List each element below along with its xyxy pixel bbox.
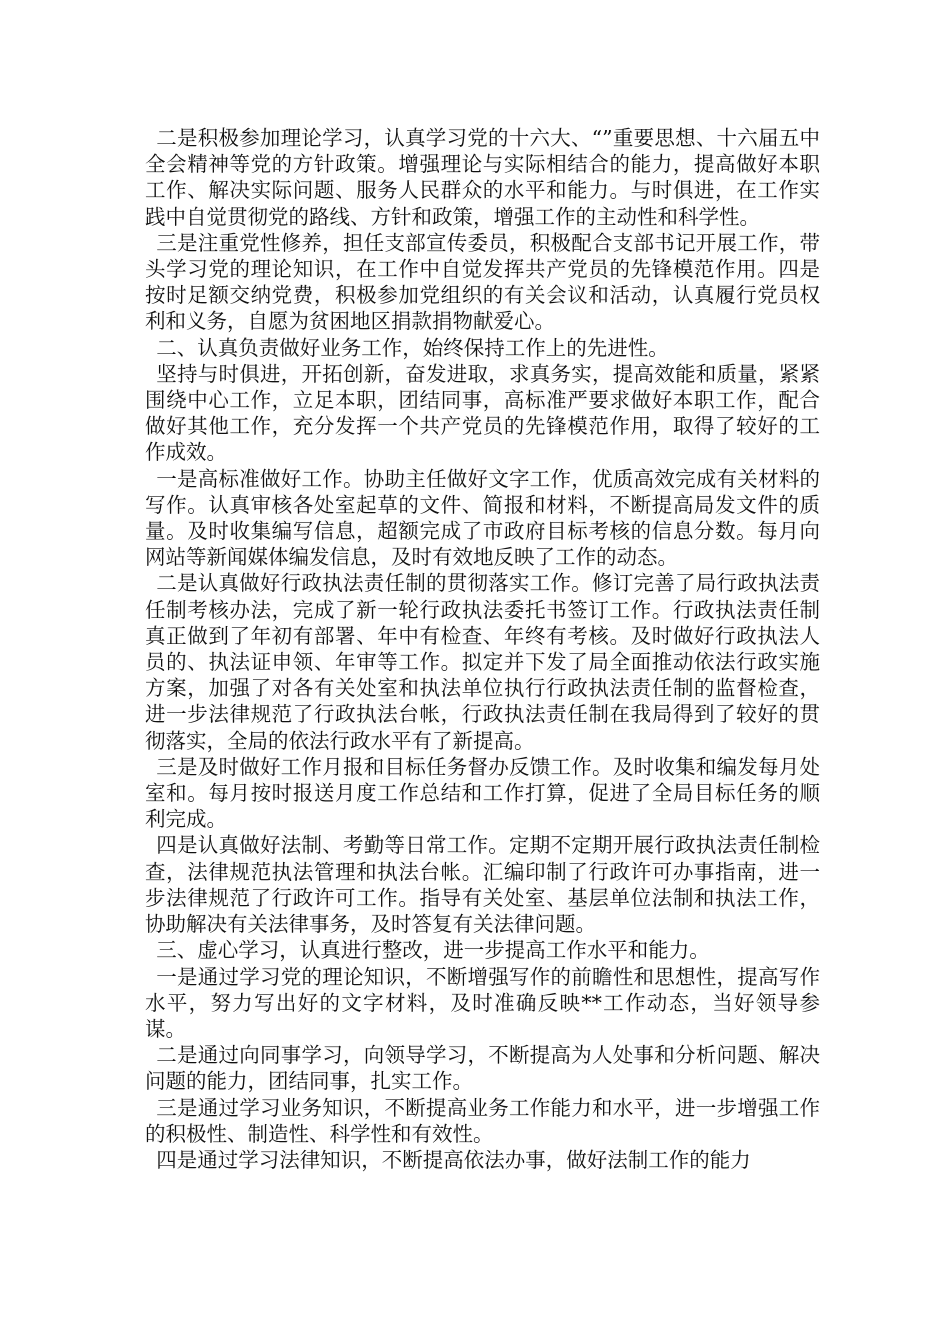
paragraph-2: 三是注重党性修养，担任支部宣传委员，积极配合支部书记开展工作，带头学习党的理论知识，在工作中自觉发挥共产党员的先锋模范作用。四是按时足额交纳党费，积极参加党组织的有关会议和活动，认真履行党员权利和义务，自愿为贫困地区捐款捐物献爱心。 [145, 230, 820, 334]
paragraph-4: 坚持与时俱进，开拓创新，奋发进取，求真务实，提高效能和质量，紧紧围绕中心工作，立足本职，团结同事，高标准严要求做好本职工作，配合做好其他工作，充分发挥一个共产党员的先锋模范作用，取得了较好的工作成效。 [145, 361, 820, 465]
paragraph-8: 四是认真做好法制、考勤等日常工作。定期不定期开展行政执法责任制检查，法律规范执法管理和执法台帐。汇编印制了行政许可办事指南，进一步法律规范了行政许可工作。指导有关处室、基层单位法制和执法工作，协助解决有关法律事务，及时答复有关法律问题。 [145, 833, 820, 937]
paragraph-11: 二是通过向同事学习，向领导学习，不断提高为人处事和分析问题、解决问题的能力，团结同事，扎实工作。 [145, 1043, 820, 1094]
paragraph-12: 三是通过学习业务知识，不断提高业务工作能力和水平，进一步增强工作的积极性、制造性、科学性和有效性。 [145, 1095, 820, 1146]
paragraph-10: 一是通过学习党的理论知识，不断增强写作的前瞻性和思想性，提高写作水平，努力写出好的文字材料，及时准确反映**工作动态，当好领导参谋。 [145, 964, 820, 1041]
paragraph-13: 四是通过学习法律知识，不断提高依法办事，做好法制工作的能力 [156, 1147, 751, 1172]
paragraph-1: 二是积极参加理论学习，认真学习党的十六大、“”重要思想、十六届五中全会精神等党的方针政策。增强理论与实际相结合的能力，提高做好本职工作、解决实际问题、服务人民群众的水平和能力。与时俱进，在工作实践中自觉贯彻党的路线、方针和政策，增强工作的主动性和科学性。 [145, 126, 820, 229]
paragraph-7: 三是及时做好工作月报和目标任务督办反馈工作。及时收集和编发每月处室和。每月按时报送月度工作总结和工作打算，促进了全局目标任务的顺利完成。 [145, 754, 820, 832]
document-body [145, 125, 820, 1173]
section-heading-3: 三、虚心学习，认真进行整改，进一步提高工作水平和能力。 [156, 938, 710, 963]
section-heading-2: 二、认真负责做好业务工作，始终保持工作上的先进性。 [156, 335, 669, 360]
paragraph-5: 一是高标准做好工作。协助主任做好文字工作，优质高效完成有关材料的写作。认真审核各处室起草的文件、简报和材料，不断提高局发文件的质量。及时收集编写信息，超额完成了市政府目标考核的信息分数。每月向网站等新闻媒体编发信息，及时有效地反映了工作的动态。 [145, 466, 820, 570]
paragraph-6: 二是认真做好行政执法责任制的贯彻落实工作。修订完善了局行政执法责任制考核办法，完成了新一轮行政执法委托书签订工作。行政执法责任制真正做到了年初有部署、年中有检查、年终有考核。及时做好行政执法人员的、执法证申领、年审等工作。拟定并下发了局全面推动依法行政实施方案，加强了对各有关处室和执法单位执行行政执法责任制的监督检查，进一步法律规范了行政执法台帐，行政执法责任制在我局得到了较好的贯彻落实，全局的依法行政水平有了新提高。 [145, 571, 820, 753]
